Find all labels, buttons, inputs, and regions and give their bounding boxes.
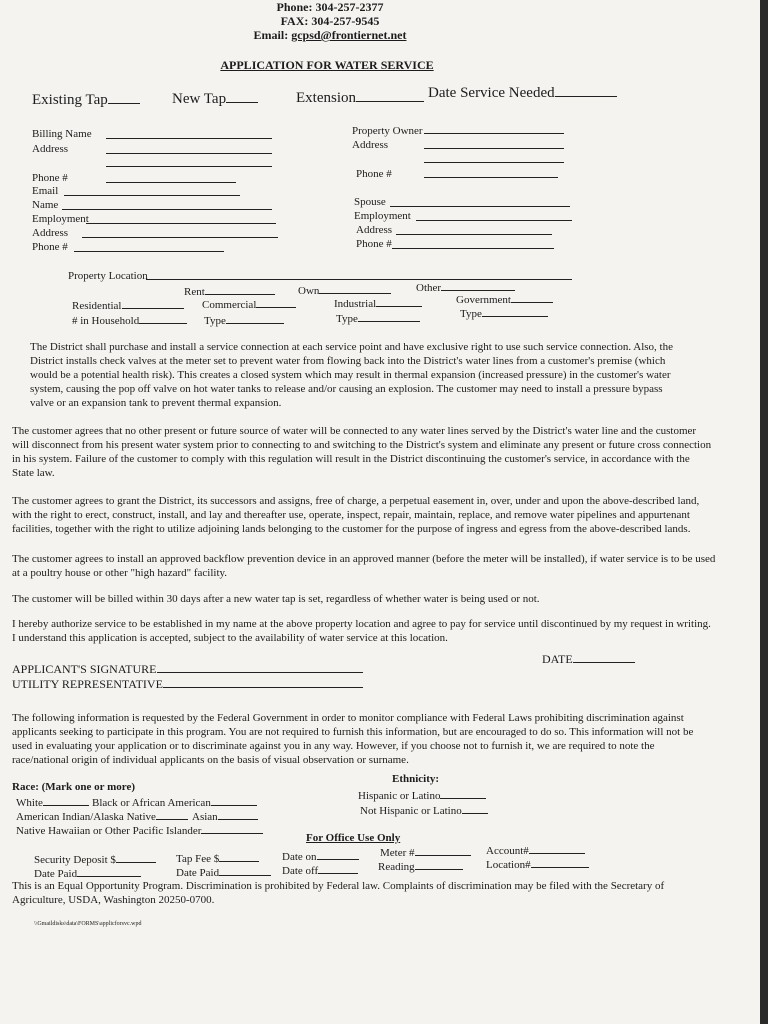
spouse-employment-input[interactable] [416, 220, 572, 221]
address-label: Address [32, 143, 69, 155]
race-white-field[interactable] [16, 795, 89, 809]
household-label: # in Household [72, 315, 140, 327]
race-black-field[interactable] [92, 795, 257, 809]
rent-field[interactable] [184, 284, 275, 298]
paragraph-easement: The customer agrees to grant the District, its successors and assigns, free of charge, a perpetual easement in, over, under and upon the above-described land, with the right to erect, construct, install, and lay and thereafter use, operate, inspect, repair, maintain, replace, and remove water pipelines and appurtenant facilities, together with the right to utilize adjoining lands belonging to the customer for the purpose of ingress and egress from the above-described lands. [12, 495, 700, 535]
government-type-label: Type [460, 308, 482, 320]
industrial-type-field[interactable] [336, 311, 420, 325]
paragraph-federal-info: The following information is requested by the Federal Government in order to monitor compliance with Federal Laws prohibiting discrimination against applicants seeking to participate in this program. You are not required to furnish this information, but are encouraged to do so. This information will not be used in evaluating your application or to discriminate against you in any way. However, if you choose not to furnish it, we are required to note the race/national origin of individual applicants on the basis of visual observation or surname. [12, 712, 694, 766]
date-off-label: Date off [282, 865, 319, 877]
meter-label: Meter # [380, 847, 415, 859]
commercial-field[interactable] [202, 297, 296, 311]
account-label: Account# [486, 845, 529, 857]
existing-tap-label: Existing Tap [32, 92, 108, 108]
employment-input[interactable] [86, 223, 276, 224]
utility-representative-label: UTILITY REPRESENTATIVE [12, 677, 163, 691]
billing-name-input[interactable] [106, 138, 272, 139]
utility-representative-field[interactable] [12, 677, 363, 692]
commercial-type-field[interactable] [204, 313, 284, 327]
commercial-label: Commercial [202, 299, 257, 311]
race-asian-label: Asian [192, 811, 218, 823]
industrial-field[interactable] [334, 296, 422, 310]
applicant-signature-label: APPLICANT'S SIGNATURE [12, 662, 157, 676]
ethnicity-heading: Ethnicity: [392, 773, 440, 785]
date-paid-1-field[interactable] [34, 866, 141, 880]
ethnicity-not-hispanic-label: Not Hispanic or Latino [360, 805, 462, 817]
email-line [0, 28, 660, 43]
industrial-type-label: Type [336, 313, 358, 325]
email-field-label: Email [32, 185, 59, 197]
tap-fee-label: Tap Fee $ [176, 853, 220, 865]
file-path: \\Gmaildisks\data\FORMS\applicforsvc.wpd [34, 921, 142, 927]
reading-field[interactable] [378, 859, 463, 873]
owner-address-input[interactable] [424, 148, 564, 149]
date-on-field[interactable] [282, 849, 359, 863]
new-tap-label: New Tap [172, 91, 227, 107]
spouse-label: Spouse [354, 196, 386, 208]
race-black-label: Black or African American [92, 797, 211, 809]
date-paid-2-label: Date Paid [176, 867, 220, 879]
date-on-label: Date on [282, 851, 317, 863]
applicant-signature-field[interactable] [12, 662, 363, 677]
ethnicity-hispanic-label: Hispanic or Latino [358, 790, 441, 802]
date-field[interactable] [542, 652, 635, 667]
owner-phone-label: Phone # [356, 168, 392, 180]
form-title: APPLICATION FOR WATER SERVICE [220, 58, 434, 72]
spouse-address-label: Address [356, 224, 393, 236]
residential-label: Residential [72, 300, 122, 312]
location-field[interactable] [486, 857, 589, 871]
date-needed-label: Date Service Needed [428, 85, 555, 101]
extension-label: Extension [296, 90, 356, 106]
phone-line: Phone: 304-257-2377 [276, 0, 384, 14]
equal-opportunity-statement: This is an Equal Opportunity Program. Discrimination is prohibited by Federal law. Complaints of discrimination may be filed with the Secretary of Agriculture, USDA, Washington 20250-0700. [12, 880, 665, 906]
paragraph-authorization: I hereby authorize service to be established in my name at the above property location and agree to pay for service until discontinued by my request in writing. I understand this application is accepted, subject to the availability of water service at this location. [12, 618, 711, 644]
office-use-heading: For Office Use Only [306, 832, 401, 844]
date-paid-2-field[interactable] [176, 865, 271, 879]
address2-input[interactable] [82, 237, 278, 238]
paragraph-water-source: The customer agrees that no other present or future source of water will be connected to any water lines served by the District's water line and the customer will disconnect from his present water system prior to connecting to and switching to the District's system and eliminate any present or future cross connection in his system. Failure of the customer to comply with this regulation will result in the District discontinuing the customer's service, in accordance with the State law. [12, 425, 712, 479]
date-needed-field[interactable] [428, 85, 617, 102]
security-deposit-field[interactable] [34, 852, 156, 866]
other-label: Other [416, 282, 442, 294]
scan-edge [760, 0, 768, 1024]
spouse-employment-label: Employment [354, 210, 411, 222]
spouse-input[interactable] [390, 206, 570, 207]
paragraph-backflow: The customer agrees to install an approved backflow prevention device in an approved manner (before the meter will be installed), if water service is to be used at a poultry house or other "high hazard" facility. [12, 553, 716, 579]
extension-field[interactable] [296, 90, 424, 107]
ethnicity-not-hispanic-field[interactable] [360, 803, 488, 817]
phone-input[interactable] [106, 182, 236, 183]
residential-field[interactable] [72, 298, 184, 312]
name-label: Name [32, 199, 59, 211]
race-heading: Race: (Mark one or more) [12, 781, 135, 793]
fax-line: FAX: 304-257-9545 [280, 14, 380, 28]
race-pacific-label: Native Hawaiian or Other Pacific Islander [16, 825, 202, 837]
rent-label: Rent [184, 286, 205, 298]
paragraph-service-connection: The District shall purchase and install a service connection at each service point and have exclusive right to use such service connection. Also, the District installs check valves at the meter set to prevent water from flowing back into the District's water lines from a customer's premise (which would be a potential health risk). This creates a closed system which may result in thermal expansion (increased pressure) in the customer's water system, causing the pop off valve on hot water tanks to release and/or causing an explosion. The customer may need to install a pressure bypass valve or an expansion tank to prevent thermal expansion. [30, 341, 673, 409]
address-input-2[interactable] [106, 166, 272, 167]
paragraph-billing: The customer will be billed within 30 days after a new water tap is set, regardless of whether water is being used or not. [12, 593, 540, 605]
own-field[interactable] [298, 283, 391, 297]
race-asian-field[interactable] [192, 809, 258, 823]
government-label: Government [456, 294, 511, 306]
government-type-field[interactable] [460, 306, 548, 320]
email-label: Email: [253, 28, 289, 42]
race-native-american-label: American Indian/Alaska Native [16, 811, 156, 823]
security-deposit-label: Security Deposit $ [34, 854, 116, 866]
phone-label: Phone # [32, 172, 68, 184]
meter-field[interactable] [380, 845, 471, 859]
location-label: Location# [486, 859, 531, 871]
date-paid-1-label: Date Paid [34, 868, 78, 880]
property-owner-input[interactable] [424, 133, 564, 134]
name-input[interactable] [62, 209, 272, 210]
owner-address-label: Address [352, 139, 389, 151]
tap-fee-field[interactable] [176, 851, 259, 865]
household-field[interactable] [72, 313, 187, 327]
industrial-label: Industrial [334, 298, 377, 310]
employment-label: Employment [32, 213, 89, 225]
address-input[interactable] [106, 153, 272, 154]
government-field[interactable] [456, 292, 553, 306]
email-field-input[interactable] [64, 195, 240, 196]
address2-label: Address [32, 227, 69, 239]
owner-phone-input[interactable] [424, 177, 558, 178]
reading-label: Reading [378, 861, 415, 873]
race-white-label: White [16, 797, 43, 809]
race-pacific-field[interactable] [16, 823, 263, 837]
email-link[interactable]: gcpsd@frontiernet.net [291, 28, 407, 42]
commercial-type-label: Type [204, 315, 226, 327]
race-native-american-field[interactable] [16, 809, 188, 823]
spouse-phone-label: Phone # [356, 238, 392, 250]
existing-tap-field[interactable] [32, 92, 140, 109]
date-off-field[interactable] [282, 863, 358, 877]
date-label: DATE [542, 652, 573, 666]
owner-address-input-2[interactable] [424, 162, 564, 163]
phone2-input[interactable] [74, 251, 224, 252]
ethnicity-hispanic-field[interactable] [358, 788, 486, 802]
phone2-label: Phone # [32, 241, 68, 253]
property-location-label: Property Location [68, 270, 148, 282]
spouse-phone-input[interactable] [392, 248, 554, 249]
property-owner-label: Property Owner [352, 125, 423, 137]
spouse-address-input[interactable] [396, 234, 552, 235]
own-label: Own [298, 285, 320, 297]
new-tap-field[interactable] [172, 91, 258, 108]
billing-name-label: Billing Name [32, 128, 92, 140]
account-field[interactable] [486, 843, 585, 857]
